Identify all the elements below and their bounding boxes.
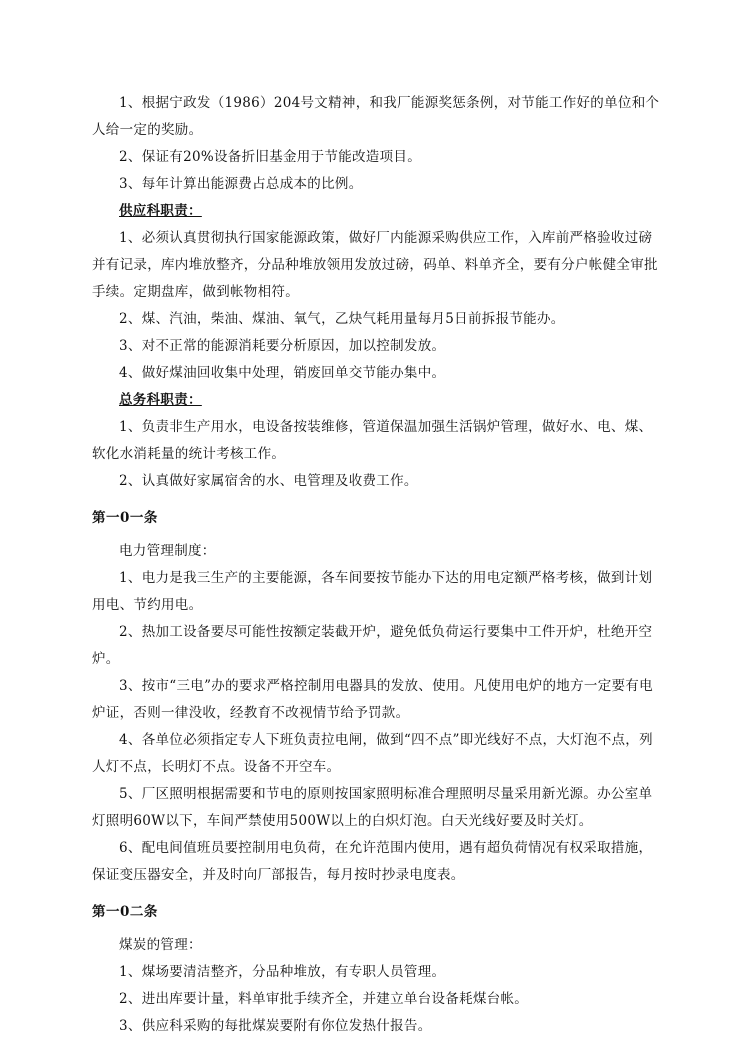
paragraph: 2、保证有20%设备折旧基金用于节能改造项目。 (119, 149, 421, 165)
paragraph: 3、对不正常的能源消耗要分析原因，加以控制发放。 (119, 338, 446, 354)
section-heading-general-affairs: 总务科职责： (119, 392, 202, 408)
paragraph: 6、配电间值班员要控制用电负荷，在允许范围内使用，遇有超负荷情况有权采取措施，保证变压器安全，并及时向厂部报告，每月按时抄录电度表。 (92, 840, 653, 883)
article-heading-102: 第一0二条 (92, 904, 158, 920)
paragraph: 2、煤、汽油，柴油、煤油、氧气，乙炔气耗用量每月5日前拆报节能办。 (119, 311, 565, 327)
paragraph: 1、必须认真贯彻执行国家能源政策，做好厂内能源采购供应工作，入库前严格验收过磅并有记录，库内堆放整齐，分品种堆放领用发放过磅，码单、料单齐全，要有分户帐健全审批手续。定期盘库，做到帐物相符。 (92, 230, 658, 300)
paragraph: 2、认真做好家属宿舍的水、电管理及收费工作。 (119, 473, 418, 489)
paragraph: 2、进出库要计量，料单审批手续齐全，并建立单台设备耗煤台帐。 (119, 991, 529, 1007)
article-heading-101: 第一0一条 (92, 510, 158, 526)
paragraph: 1、根据宁政发（1986）204号文精神，和我厂能源奖惩条例，对节能工作好的单位和个人给一定的奖励。 (92, 95, 660, 138)
paragraph: 3、每年计算出能源费占总成本的比例。 (119, 176, 363, 192)
section-heading-supply-dept: 供应科职责： (119, 203, 202, 219)
paragraph: 煤炭的管理： (119, 937, 202, 953)
paragraph: 5、厂区照明根据需要和节电的原则按国家照明标准合理照明尽量采用新光源。办公室单灯照明60W以下，车间严禁使用500W以上的白炽灯泡。白天光线好要及时关灯。 (92, 786, 653, 829)
paragraph: 4、做好煤油回收集中处理，销废回单交节能办集中。 (119, 365, 446, 381)
paragraph: 2、热加工设备要尽可能性按额定装截开炉，避免低负荷运行要集中工件开炉，杜绝开空炉。 (92, 624, 653, 667)
paragraph: 3、供应科采购的每批煤炭要附有你位发热什报告。 (119, 1018, 432, 1034)
paragraph: 3、按市“三电”办的要求严格控制用电器具的发放、使用。凡使用电炉的地方一定要有电炉证，否则一律没收，经教育不改视情节给予罚款。 (92, 678, 653, 721)
paragraph: 4、各单位必须指定专人下班负责拉电闸，做到“四不点”即光线好不点，大灯泡不点，列人灯不点，长明灯不点。设备不开空车。 (92, 732, 653, 775)
paragraph: 1、负责非生产用水，电设备按装维修，管道保温加强生活锅炉管理，做好水、电、煤、软化水消耗量的统计考核工作。 (92, 419, 653, 462)
paragraph: 1、电力是我三生产的主要能源，各车间要按节能办下达的用电定额严格考核，做到计划用电、节约用电。 (92, 570, 653, 613)
paragraph: 电力管理制度： (119, 543, 216, 559)
paragraph: 1、煤场要清洁整齐，分品种堆放，有专职人员管理。 (119, 964, 446, 980)
document-body (92, 90, 660, 1040)
